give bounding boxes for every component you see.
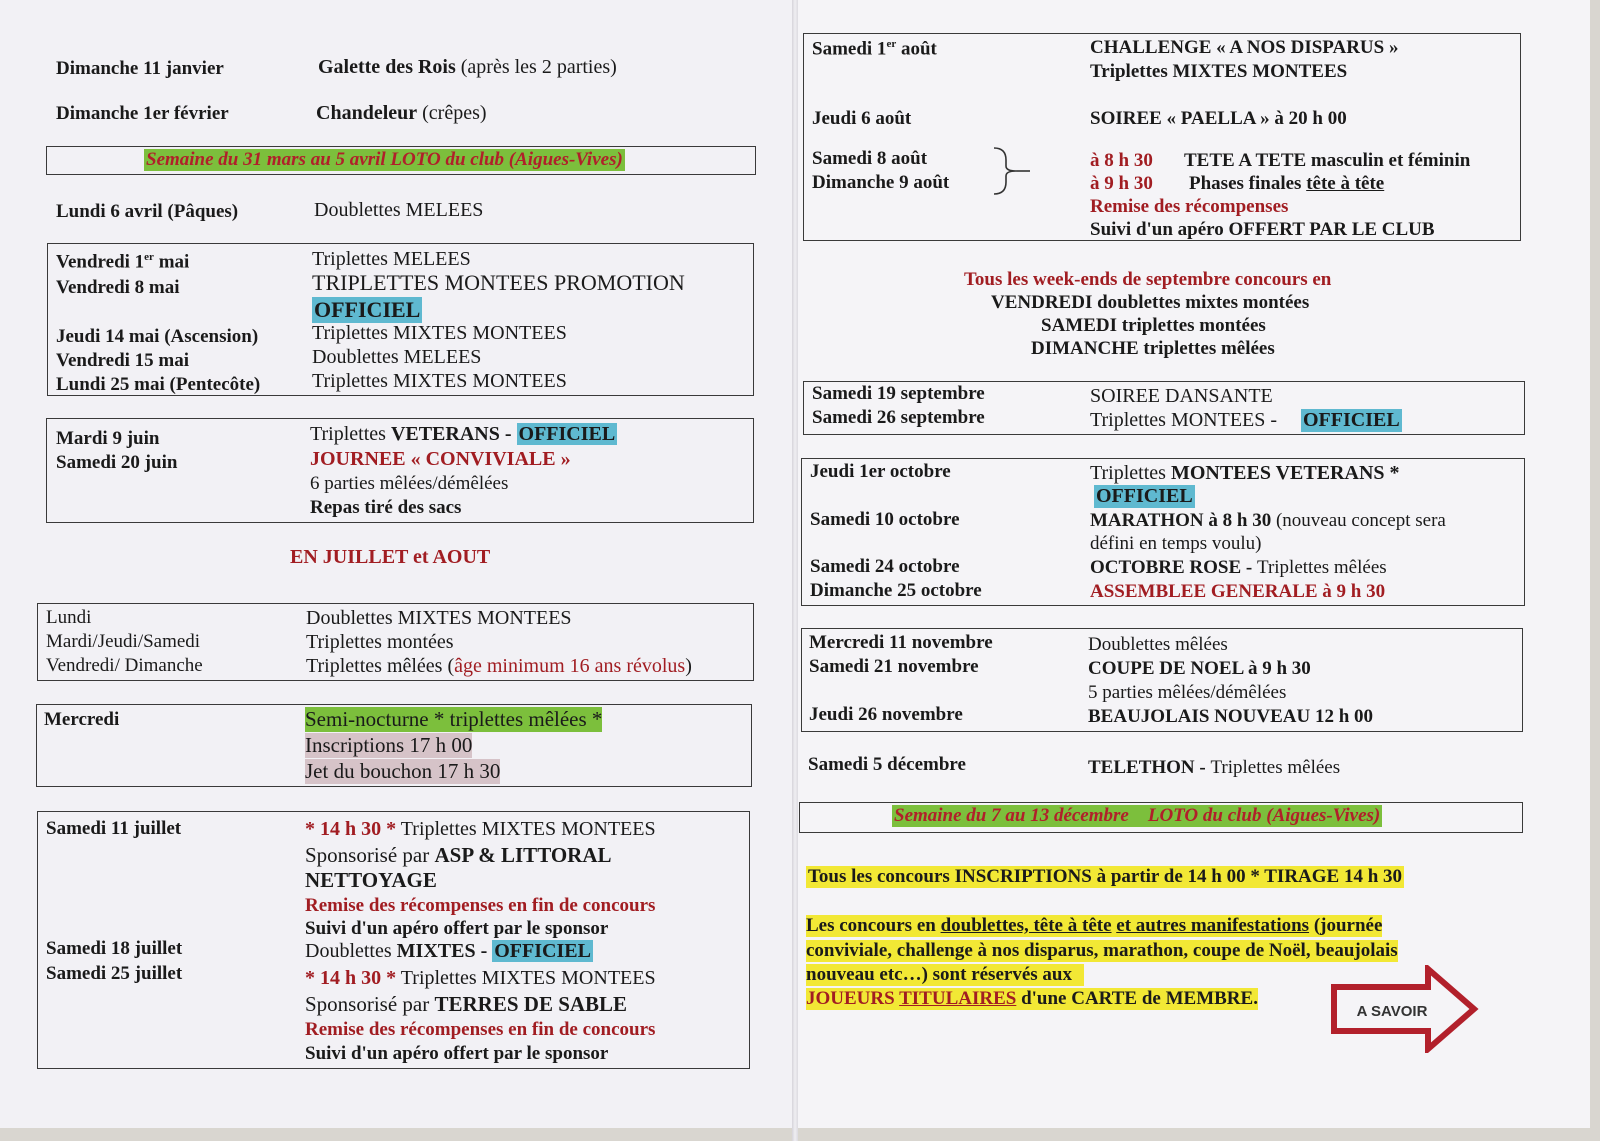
event-marathon-2: défini en temps voulu) [1090, 533, 1262, 554]
date-18-juillet: Samedi 18 juillet [46, 938, 183, 959]
loto-banner-1: Semaine du 31 mars au 5 avril LOTO du club (Aigues-Vives) [146, 149, 623, 170]
event-assemblee: ASSEMBLEE GENERALE à 9 h 30 [1090, 581, 1386, 602]
septembre-title: Tous les week-ends de septembre concours en [964, 269, 1332, 290]
date-11-juillet: Samedi 11 juillet [46, 818, 182, 839]
date-15-mai: Vendredi 15 mai [56, 350, 190, 371]
septembre-samedi: SAMEDI triplettes montées [1041, 315, 1266, 336]
event-semi-nocturne: Semi-nocturne * triplettes mêlées * [305, 707, 603, 731]
recompenses-11-juillet: Remise des récompenses en fin de concours [305, 895, 656, 916]
date-20-juin: Samedi 20 juin [56, 452, 178, 473]
date-24-octobre: Samedi 24 octobre [810, 556, 960, 577]
date-21-novembre: Samedi 21 novembre [809, 656, 979, 677]
event-jet-bouchon: Jet du bouchon 17 h 30 [305, 759, 501, 783]
date-14-mai: Jeudi 14 mai (Ascension) [56, 326, 259, 347]
right-page [798, 0, 1590, 1128]
time-8h30: à 8 h 30 [1090, 150, 1153, 171]
date-5-decembre: Samedi 5 décembre [808, 754, 966, 775]
event-11-novembre: Doublettes mêlées [1088, 634, 1228, 655]
event-20-juin-detail: 6 parties mêlées/démêlées [310, 473, 509, 494]
event-beaujolais: BEAUJOLAIS NOUVEAU 12 h 00 [1088, 706, 1374, 727]
date-19-septembre: Samedi 19 septembre [812, 383, 985, 404]
event-paella: SOIREE « PAELLA » à 20 h 00 [1090, 108, 1347, 129]
date-26-novembre: Jeudi 26 novembre [809, 704, 963, 725]
section-juillet-aout: EN JUILLET et AOUT [290, 546, 491, 568]
sponsor-11-juillet: Sponsorisé par ASP & LITTORAL [305, 843, 612, 867]
event-marathon: MARATHON à 8 h 30 (nouveau concept sera [1090, 510, 1446, 531]
date-26-septembre: Samedi 26 septembre [812, 407, 985, 428]
date-1-aout: Samedi 1er août [812, 38, 937, 60]
event-soiree-dansante: SOIREE DANSANTE [1090, 385, 1273, 407]
date-6-aout: Jeudi 6 août [812, 108, 912, 129]
date-9-aout: Dimanche 9 août [812, 172, 950, 193]
date-8-aout: Samedi 8 août [812, 148, 928, 169]
date-11-janvier: Dimanche 11 janvier [56, 58, 224, 79]
sponsor-25-juillet: Sponsorisé par TERRES DE SABLE [305, 992, 628, 1016]
event-tete-a-tete: TETE A TETE masculin et féminin [1184, 150, 1471, 171]
event-challenge-2: Triplettes MIXTES MONTEES [1090, 61, 1348, 82]
event-6-avril: Doublettes MELEES [314, 199, 484, 221]
event-vendredi: Triplettes mêlées (âge minimum 16 ans révolus) [306, 655, 692, 677]
note-line-3: nouveau etc…) sont réservés aux [806, 964, 1084, 986]
date-10-octobre: Samedi 10 octobre [810, 509, 960, 530]
note-line-4: JOUEURS TITULAIRES d'une CARTE de MEMBRE. [806, 988, 1258, 1009]
event-inscriptions: Inscriptions 17 h 00 [305, 733, 473, 757]
event-challenge: CHALLENGE « A NOS DISPARUS » [1090, 37, 1399, 58]
septembre-vendredi: VENDREDI doublettes mixtes montées [991, 292, 1310, 313]
apero-11-juillet: Suivi d'un apéro offert par le sponsor [305, 918, 609, 939]
officiel-badge-oct: OFFICIEL [1096, 485, 1193, 507]
date-9-juin: Mardi 9 juin [56, 428, 160, 449]
event-20-juin: JOURNEE « CONVIVIALE » [310, 448, 571, 470]
date-25-octobre: Dimanche 25 octobre [810, 580, 982, 601]
apero-25-juillet: Suivi d'un apéro offert par le sponsor [305, 1043, 609, 1064]
date-1-octobre: Jeudi 1er octobre [810, 461, 951, 482]
event-coupe-noel-detail: 5 parties mêlées/démêlées [1088, 682, 1287, 703]
event-14-mai: Triplettes MIXTES MONTEES [312, 322, 567, 344]
brace-icon [990, 146, 1032, 196]
a-savoir-arrow-icon [1328, 965, 1480, 1053]
septembre-dimanche: DIMANCHE triplettes mêlées [1031, 338, 1275, 359]
date-25-juillet: Samedi 25 juillet [46, 963, 183, 984]
event-coupe-noel: COUPE DE NOEL à 9 h 30 [1088, 658, 1311, 679]
event-galette: Galette des Rois (après les 2 parties) [318, 56, 617, 78]
event-1-octobre: Triplettes MONTEES VETERANS * [1090, 462, 1400, 484]
a-savoir-label: A SAVOIR [1356, 1003, 1428, 1020]
event-20-juin-repas: Repas tiré des sacs [310, 497, 462, 518]
loto-banner-2: Semaine du 7 au 13 décembre LOTO du club (Aigues-Vives) [894, 805, 1381, 826]
event-18-juillet: Doublettes MIXTES - OFFICIEL [305, 940, 591, 962]
day-mardi-jeudi-samedi: Mardi/Jeudi/Samedi [46, 631, 201, 652]
sponsor-11-juillet-2: NETTOYAGE [305, 868, 437, 892]
event-octobre-rose: OCTOBRE ROSE - Triplettes mêlées [1090, 557, 1387, 578]
note-line-2: conviviale, challenge à nos disparus, marathon, coupe de Noël, beaujolais [806, 940, 1398, 961]
event-25-mai: Triplettes MIXTES MONTEES [312, 370, 567, 392]
event-26-septembre: Triplettes MONTEES - [1090, 409, 1278, 431]
event-25-juillet: * 14 h 30 * Triplettes MIXTES MONTEES [305, 967, 656, 989]
date-1-fevrier: Dimanche 1er février [56, 103, 229, 124]
event-phases-finales: Phases finales tête à tête [1189, 173, 1385, 194]
inscriptions-banner: Tous les concours INSCRIPTIONS à partir de 14 h 00 * TIRAGE 14 h 30 [808, 866, 1403, 887]
day-lundi: Lundi [46, 607, 92, 628]
date-8-mai: Vendredi 8 mai [56, 277, 180, 298]
date-6-avril: Lundi 6 avril (Pâques) [56, 201, 239, 222]
remise-recompenses-aout: Remise des récompenses [1090, 196, 1289, 217]
date-11-novembre: Mercredi 11 novembre [809, 632, 993, 653]
apero-club: Suivi d'un apéro OFFERT PAR LE CLUB [1090, 219, 1435, 240]
day-mercredi: Mercredi [44, 709, 120, 730]
date-25-mai: Lundi 25 mai (Pentecôte) [56, 374, 261, 395]
event-9-juin: Triplettes VETERANS - OFFICIEL [310, 423, 616, 445]
day-vendredi-dimanche: Vendredi/ Dimanche [46, 655, 203, 676]
event-mardi: Triplettes montées [306, 631, 454, 653]
event-11-juillet: * 14 h 30 * Triplettes MIXTES MONTEES [305, 818, 656, 840]
event-lundi: Doublettes MIXTES MONTEES [306, 607, 572, 629]
event-15-mai: Doublettes MELEES [312, 346, 482, 368]
time-9h30: à 9 h 30 [1090, 173, 1153, 194]
officiel-badge: OFFICIEL [314, 297, 421, 322]
left-page [0, 0, 792, 1128]
event-chandeleur: Chandeleur (crêpes) [316, 102, 487, 124]
note-line-1: Les concours en doublettes, tête à tête et autres manifestations (journée [806, 915, 1383, 936]
officiel-badge-sept: OFFICIEL [1303, 409, 1400, 431]
event-8-mai: TRIPLETTES MONTEES PROMOTION [312, 270, 685, 295]
recompenses-25-juillet: Remise des récompenses en fin de concours [305, 1019, 656, 1040]
date-1-mai: Vendredi 1er mai [56, 251, 190, 273]
event-telethon: TELETHON - Triplettes mêlées [1088, 757, 1341, 778]
event-1-mai: Triplettes MELEES [312, 248, 471, 270]
